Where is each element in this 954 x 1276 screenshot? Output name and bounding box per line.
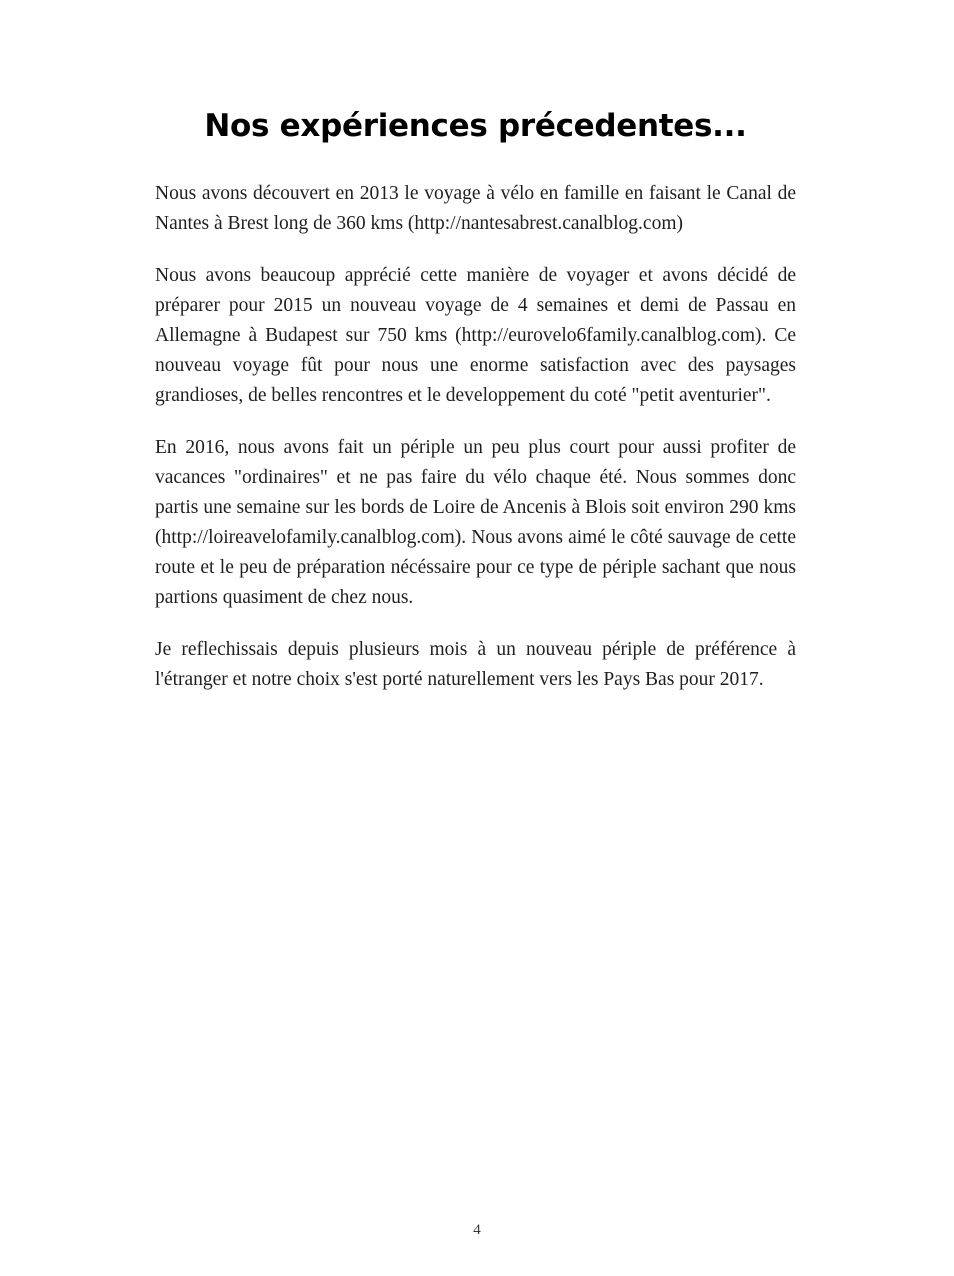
paragraph-1: Nous avons découvert en 2013 le voyage à vélo en famille en faisant le Canal de Nantes à Brest long de 360 kms (http://nantesabrest.canalblog.com) (155, 183, 796, 235)
paragraph-2: Nous avons beaucoup apprécié cette manière de voyager et avons décidé de préparer pour 2015 un nouveau voyage de 4 semaines et demi de Passau en Allemagne à Budapest sur 750 kms (http://eurovelo6family.canalblog.com). Ce nouveau voyage fût pour nous une enorme satisfaction avec des paysages grandioses, de belles rencontres et le developpement du coté "petit aventurier". (155, 265, 796, 407)
page-title: Nos expériences précedentes... (204, 108, 747, 144)
document-body (155, 108, 796, 695)
page-number: 4 (473, 1222, 481, 1238)
paragraph-4: Je reflechissais depuis plusieurs mois à un nouveau périple de préférence à l'étranger et notre choix s'est porté naturellement vers les Pays Bas pour 2017. (155, 639, 796, 691)
paragraph-3: En 2016, nous avons fait un périple un peu plus court pour aussi profiter de vacances "ordinaires" et ne pas faire du vélo chaque été. Nous sommes donc partis une semaine sur les bords de Loire de Ancenis à Blois soit environ 290 kms (http://loireavelofamily.canalblog.com). Nous avons aimé le côté sauvage de cette route et le peu de préparation nécéssaire pour ce type de périple sachant que nous partions quasiment de chez nous. (155, 437, 796, 609)
